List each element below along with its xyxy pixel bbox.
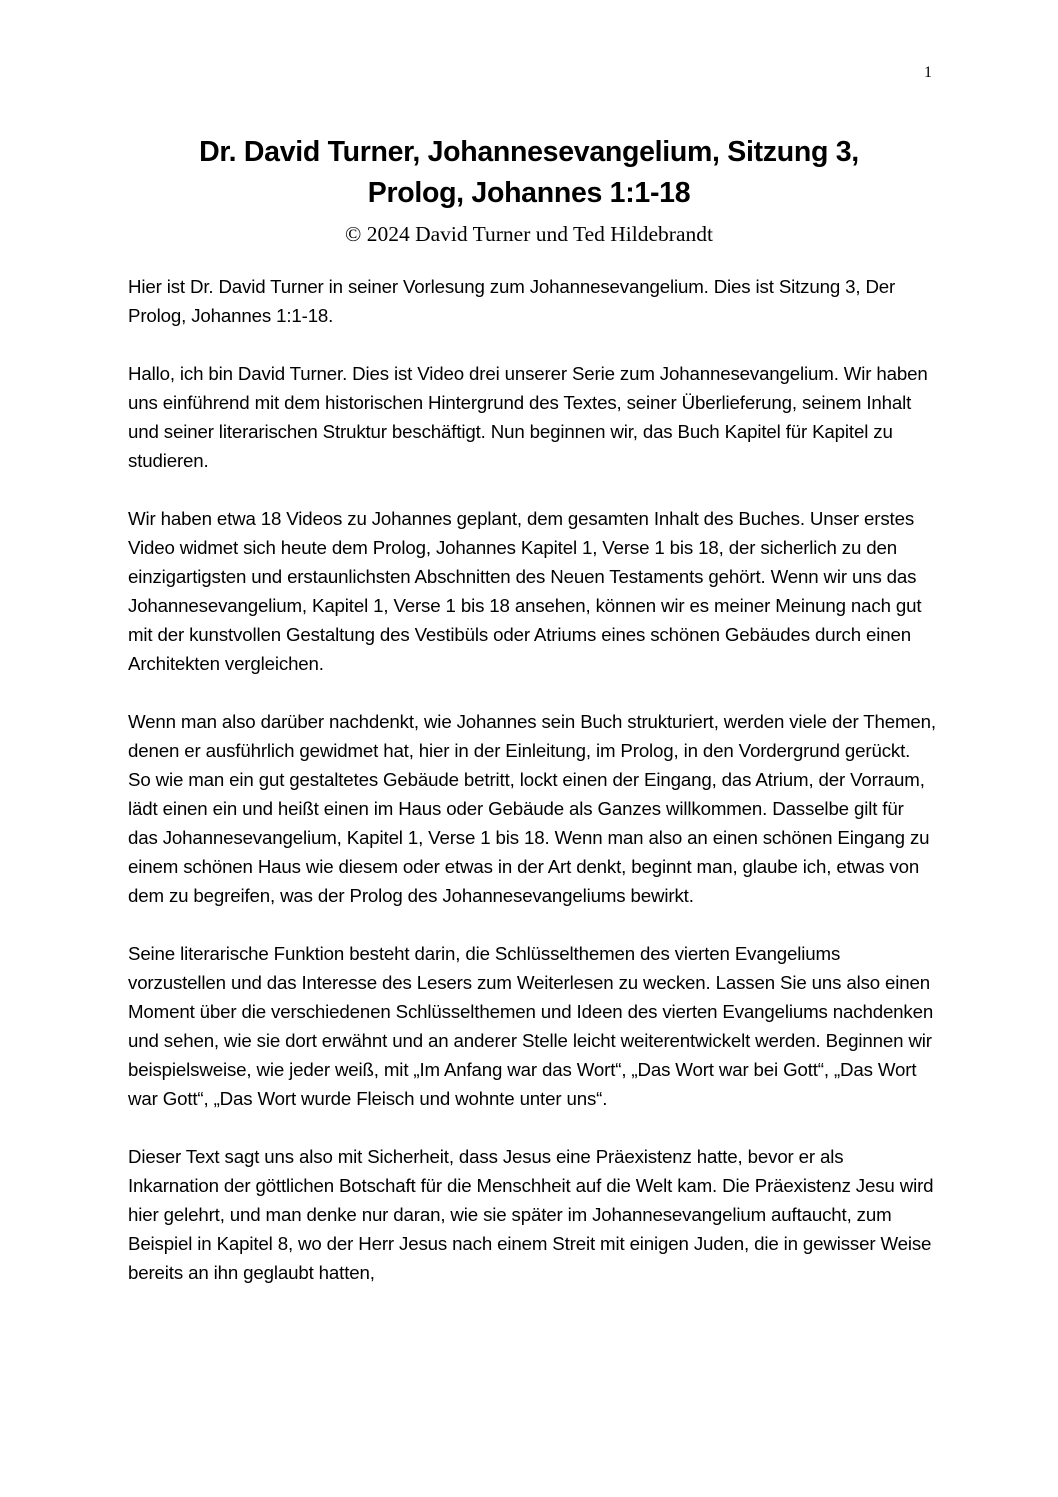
document-body bbox=[128, 272, 936, 1316]
document-title bbox=[0, 132, 1058, 214]
paragraph-5: Seine literarische Funktion besteht darin, die Schlüsselthemen des vierten Evangeliums vorzustellen und das Interesse des Lesers zum Weiterlesen zu wecken. Lassen Sie uns also einen Moment über die verschiedenen Schlüsselthemen und Ideen des vierten Evangeliums nachdenken und sehen, wie sie dort erwähnt und an anderer Stelle leicht weiterentwickelt werden. Beginnen wir beispielsweise, wie jeder weiß, mit „Im Anfang war das Wort“, „Das Wort war bei Gott“, „Das Wort war Gott“, „Das Wort wurde Fleisch und wohnte unter uns“. bbox=[128, 943, 934, 1109]
paragraph-4: Wenn man also darüber nachdenkt, wie Johannes sein Buch strukturiert, werden viele der Themen, denen er ausführlich gewidmet hat, hier in der Einleitung, im Prolog, in den Vordergrund gerückt. So wie man ein gut gestaltetes Gebäude betritt, lockt einen der Eingang, das Atrium, der Vorraum, lädt einen ein und heißt einen im Haus oder Gebäude als Ganzes willkommen. Dasselbe gilt für das Johannesevangelium, Kapitel 1, Verse 1 bis 18. Wenn man also an einen schönen Eingang zu einem schönen Haus wie diesem oder etwas in der Art denkt, beginnt man, glaube ich, etwas von dem zu begreifen, was der Prolog des Johannesevangeliums bewirkt. bbox=[128, 711, 936, 906]
paragraph-2: Hallo, ich bin David Turner. Dies ist Video drei unserer Serie zum Johannesevangelium. Wir haben uns einführend mit dem historischen Hintergrund des Textes, seiner Überlieferung, seinem Inhalt und seiner literarischen Struktur beschäftigt. Nun beginnen wir, das Buch Kapitel für Kapitel zu studieren. bbox=[128, 363, 928, 471]
copyright-line: © 2024 David Turner und Ted Hildebrandt bbox=[345, 222, 713, 246]
title-line-2: Prolog, Johannes 1:1-18 bbox=[367, 177, 691, 209]
page-number: 1 bbox=[924, 64, 932, 81]
title-line-1: Dr. David Turner, Johannesevangelium, Sitzung 3, bbox=[199, 136, 859, 168]
paragraph-1: Hier ist Dr. David Turner in seiner Vorlesung zum Johannesevangelium. Dies ist Sitzung 3, Der Prolog, Johannes 1:1-18. bbox=[128, 276, 896, 326]
paragraph-3: Wir haben etwa 18 Videos zu Johannes geplant, dem gesamten Inhalt des Buches. Unser erstes Video widmet sich heute dem Prolog, Johannes Kapitel 1, Verse 1 bis 18, der sicherlich zu den einzigartigsten und erstaunlichsten Abschnitten des Neuen Testaments gehört. Wenn wir uns das Johannesevangelium, Kapitel 1, Verse 1 bis 18 ansehen, können wir es meiner Meinung nach gut mit der kunstvollen Gestaltung des Vestibüls oder Atriums eines schönen Gebäudes durch einen Architekten vergleichen. bbox=[128, 508, 922, 674]
paragraph-6: Dieser Text sagt uns also mit Sicherheit, dass Jesus eine Präexistenz hatte, bevor er als Inkarnation der göttlichen Botschaft für die Menschheit auf die Welt kam. Die Präexistenz Jesu wird hier gelehrt, und man denke nur daran, wie sie später im Johannesevangelium auftaucht, zum Beispiel in Kapitel 8, wo der Herr Jesus nach einem Streit mit einigen Juden, die in gewisser Weise bereits an ihn geglaubt hatten, bbox=[128, 1146, 934, 1283]
